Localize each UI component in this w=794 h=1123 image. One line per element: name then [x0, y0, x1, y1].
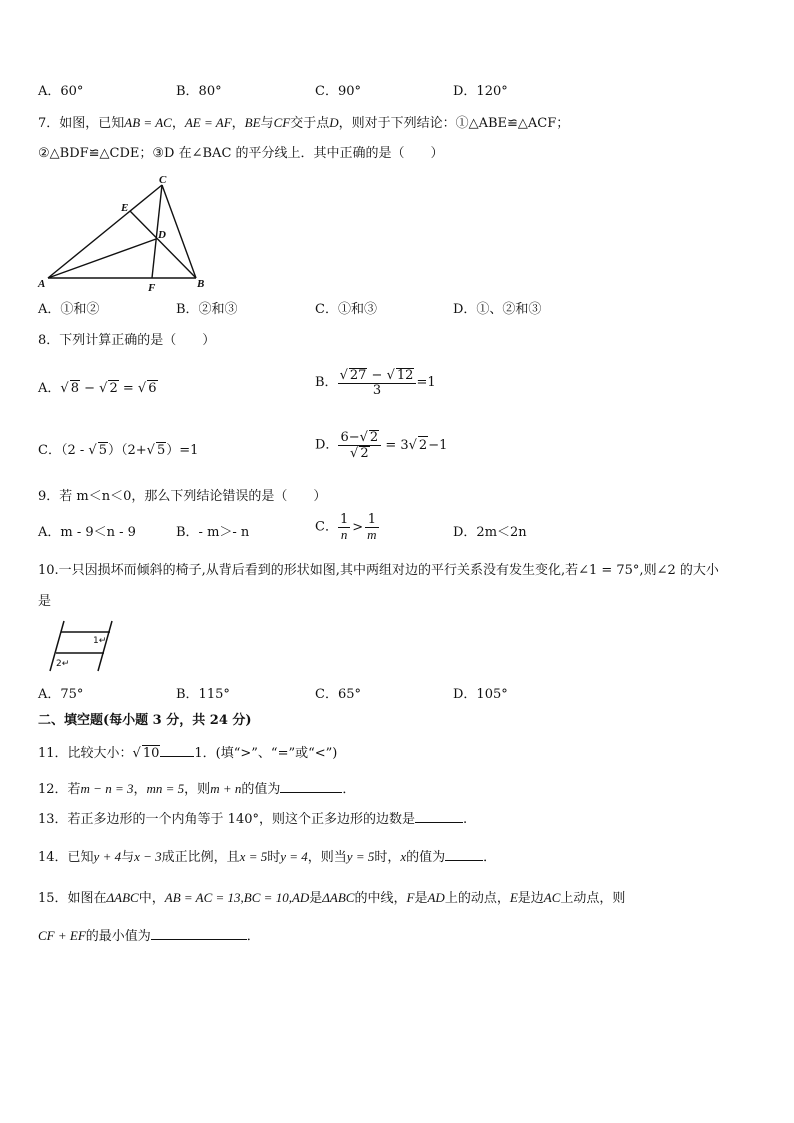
q8-a-eq: =: [122, 381, 134, 396]
q8-c-text: （2 -: [60, 443, 89, 458]
q14-text: 与: [121, 850, 135, 865]
section-title: 二、填空题(每小题 3 分，共 24 分): [38, 713, 252, 728]
q9-c-gt: >: [352, 519, 364, 535]
q8-option-d: D． $\frac{6-√ 2}{√ 2}$ = 3√ 2−1: [315, 430, 448, 461]
q9-stem: 9．若 m＜n＜0，那么下列结论错误的是（ ）: [38, 489, 327, 504]
q8-a-label: A．: [38, 381, 61, 396]
q14-expr: x = 5: [239, 849, 268, 864]
q15-expr: AD: [427, 890, 445, 905]
q14-text: ，则当: [307, 850, 347, 865]
q8-c-radicand1: 5: [98, 443, 107, 458]
q7-label-e: E: [121, 202, 129, 214]
q8-b-fraction: $\frac{√ 27 - √ 12}{3}$: [338, 368, 417, 398]
q7-label-d: D: [158, 229, 166, 241]
q8-a-minus: −: [84, 381, 96, 396]
q8-option-b: [315, 368, 436, 398]
q9-c-label: C．: [315, 519, 338, 535]
q15-text: 的最小值为: [85, 929, 151, 944]
q13-line: [38, 812, 467, 828]
q10-option-b: B．115°: [176, 687, 230, 702]
q8-stem: 8．下列计算正确的是（ ）: [38, 333, 216, 348]
q15-expr: CF + EF: [38, 928, 86, 943]
q6-option-d: D．120°: [453, 84, 508, 99]
q11-text: 11．比较大小：: [38, 746, 133, 761]
q10-option-d: D．105°: [453, 687, 508, 702]
q8-a-radicand1: 8: [70, 381, 79, 396]
q9-c-fraction2: $\frac{1}{m}$: [367, 512, 377, 542]
q8-d-label: D．: [315, 437, 339, 453]
q8-c-label: C．: [38, 443, 61, 458]
q7-stem-text: 7．如图，已知: [38, 116, 125, 131]
q9-c-fraction1: $\frac{1}{n}$: [339, 512, 349, 542]
q7-be: BE: [244, 115, 261, 130]
q15-text: 是: [309, 891, 323, 906]
q8-d-fraction: $\frac{6-√ 2}{√ 2}$: [338, 430, 381, 461]
q7-cf: CF: [273, 115, 291, 130]
q14-expr: y + 4: [93, 849, 122, 864]
q15-expr: AC: [543, 890, 561, 905]
q15-text: 的中线，: [354, 891, 407, 906]
q14-expr: y = 4: [280, 849, 308, 864]
q12-text: 的值为: [241, 782, 281, 797]
q11-radicand: 10: [142, 746, 160, 761]
q14-text: 成正比例，且: [161, 850, 240, 865]
q15-expr: AB = AC = 13,BC = 10,AD: [164, 890, 310, 905]
q12-text: ，则: [184, 782, 211, 797]
q10-stem-line2: 是: [38, 594, 52, 609]
q8-d-eq: = 3: [385, 438, 409, 453]
q8-a-radicand3: 6: [148, 381, 157, 396]
q13-text: .: [463, 812, 468, 827]
q7-sep: ，: [171, 116, 185, 131]
q14-line: [38, 849, 496, 866]
q7-triangle-figure: [34, 172, 219, 294]
q10-chair-figure: [44, 618, 116, 674]
q15-text: 中，: [138, 891, 165, 906]
q15-answer-blank[interactable]: [151, 939, 247, 940]
q15-text: 15．如图在: [38, 891, 107, 906]
q15-text: 是边: [517, 891, 544, 906]
q14-answer-blank[interactable]: [445, 860, 483, 861]
q12-expr: m + n: [210, 781, 242, 796]
q9-option-c: [315, 513, 379, 542]
q7-option-d: D．①、②和③: [453, 302, 542, 317]
q9-option-a: A．m - 9＜n - 9: [38, 525, 136, 540]
q12-expr: mn = 5: [146, 781, 185, 796]
q14-text: 时: [267, 850, 281, 865]
q10-angle2-label: 2↵: [56, 659, 70, 669]
q10-option-c: C．65°: [315, 687, 361, 702]
q8-d-num-text: 6−: [340, 430, 360, 445]
q7-segment-bc: [162, 185, 196, 278]
q6-option-a: A．60°: [38, 84, 84, 99]
q11-answer-blank[interactable]: [160, 756, 194, 757]
q8-b-label: B．: [315, 375, 338, 390]
q15-text: ．: [246, 929, 260, 944]
q7-text: 交于点: [290, 116, 330, 131]
q15-expr: ΔABC: [322, 890, 355, 905]
q7-option-c: C．①和③: [315, 302, 377, 317]
q12-expr: m − n = 3: [80, 781, 134, 796]
q7-sep: ，: [231, 116, 245, 131]
q7-label-b: B: [197, 278, 205, 290]
q15-text: 上动点，则: [560, 891, 626, 906]
q7-label-f: F: [148, 282, 156, 294]
q7-option-a: A．①和②: [38, 302, 100, 317]
q12-text: 12．若: [38, 782, 81, 797]
q15-expr: E: [509, 890, 518, 905]
q14-text: 14．已知: [38, 850, 94, 865]
q10-option-a: A．75°: [38, 687, 84, 702]
q8-d-radicand1: 2: [369, 430, 379, 445]
q13-answer-blank[interactable]: [415, 822, 463, 823]
q6-option-b: B．80°: [176, 84, 222, 99]
q15-line1: [38, 890, 625, 907]
q7-segment-ac: [48, 185, 162, 278]
q14-expr: x − 3: [134, 849, 162, 864]
q8-d-radicand2: 2: [360, 446, 369, 461]
q7-label-a: A: [38, 278, 46, 290]
q14-expr: y = 5: [346, 849, 375, 864]
q9-option-b: B．- m＞- n: [176, 525, 250, 540]
q11-text: 1．(填“>”、“=”或“<”): [194, 746, 338, 761]
q7-text: ，则对于下列结论：①△ABE≌△ACF；: [338, 116, 570, 131]
q10-right-leg: [98, 621, 112, 671]
q12-sep: ，: [133, 782, 147, 797]
q6-option-c: C．90°: [315, 84, 361, 99]
q14-text: 的值为: [406, 850, 446, 865]
q8-option-c: C．（2 - √ 5）（2+√ 5）=1: [38, 443, 199, 458]
q8-option-a: A．√ 8 − √ 2 = √ 6: [38, 381, 157, 396]
q15-line2: [38, 928, 260, 945]
q8-a-radicand2: 2: [109, 381, 118, 396]
q14-text: 时，: [374, 850, 401, 865]
q8-b-eq: =1: [416, 375, 436, 390]
q7-label-c: C: [159, 174, 167, 186]
q14-text: ．: [483, 850, 497, 865]
q13-text: 13．若正多边形的一个内角等于 140°，则这个正多边形的边数是: [38, 812, 415, 827]
q14-expr: x: [400, 849, 407, 864]
q8-d-radicand3: 2: [418, 438, 428, 453]
q12-text: ．: [342, 782, 356, 797]
q7-stem-line1: [38, 115, 569, 132]
q7-text: 与: [260, 116, 274, 131]
q8-b-denominator: 3: [372, 383, 382, 398]
q8-b-radicand1: 27: [349, 368, 367, 383]
q8-b-radicand2: 12: [396, 368, 414, 383]
q15-expr: F: [406, 890, 415, 905]
q15-text: 是: [414, 891, 428, 906]
q10-stem-line1: 10.一只因损坏而倾斜的椅子,从背后看到的形状如图,其中两组对边的平行关系没有发生变化,若∠1 = 75°,则∠2 的大小: [38, 563, 719, 578]
q9-option-d: D．2m＜2n: [453, 525, 527, 540]
q15-text: 上的动点，: [444, 891, 510, 906]
q8-d-tail: −1: [428, 438, 448, 453]
q10-angle1-label: 1↵: [93, 636, 107, 646]
q8-b-minus: −: [371, 368, 383, 383]
q11-line: 11．比较大小：√ 10 1．(填“>”、“=”或“<”): [38, 746, 338, 761]
q8-c-text: ）（2+: [107, 443, 147, 458]
q8-c-radicand2: 5: [156, 443, 166, 458]
q12-line: [38, 781, 355, 798]
q12-answer-blank[interactable]: [280, 792, 342, 793]
q7-option-b: B．②和③: [176, 302, 238, 317]
q7-eq-ae-af: AE = AF: [184, 115, 232, 130]
q8-c-text: ）=1: [166, 443, 199, 458]
q7-d: D: [329, 115, 339, 130]
q7-eq-ab-ac: AB = AC: [124, 115, 172, 130]
q7-stem-line2: ②△BDF≌△CDE；③D 在∠BAC 的平分线上．其中正确的是（ ）: [38, 146, 444, 161]
q15-expr: ΔABC: [106, 890, 139, 905]
q7-segment-ad: [48, 239, 156, 278]
